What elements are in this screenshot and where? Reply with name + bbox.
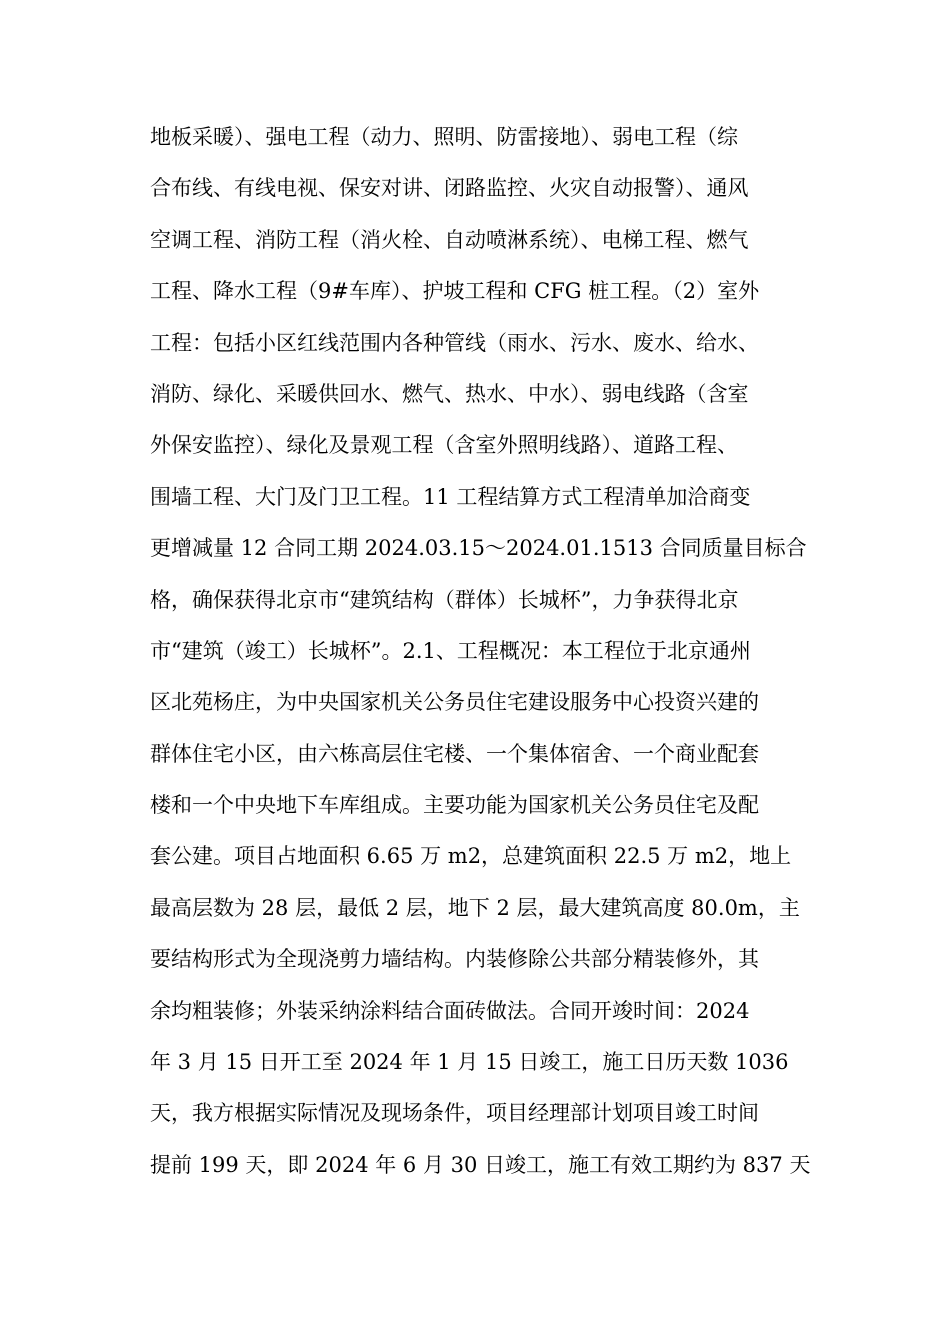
body-text bbox=[150, 112, 810, 1191]
text-line: 天，我方根据实际情况及现场条件，项目经理部计划项目竣工时间 bbox=[150, 1101, 759, 1126]
text-line: 年 3 月 15 日开工至 2024 年 1 月 15 日竣工，施工日历天数 1036 bbox=[150, 1050, 789, 1075]
text-line: 围墙工程、大门及门卫工程。11 工程结算方式工程清单加洽商变 bbox=[150, 484, 751, 509]
text-line: 市“建筑（竣工）长城杯”。2.1、工程概况：本工程位于北京通州 bbox=[150, 638, 751, 663]
text-line: 余均粗装修；外装采纳涂料结合面砖做法。合同开竣时间：2024 bbox=[150, 998, 750, 1023]
text-line: 外保安监控）、绿化及景观工程（含室外照明线路）、道路工程、 bbox=[150, 433, 738, 458]
text-line: 区北苑杨庄，为中央国家机关公务员住宅建设服务中心投资兴建的 bbox=[150, 690, 759, 715]
text-line: 工程、降水工程（9#车库）、护坡工程和 CFG 桩工程。（2）室外 bbox=[150, 279, 760, 304]
text-line: 群体住宅小区，由六栋高层住宅楼、一个集体宿舍、一个商业配套 bbox=[150, 741, 759, 766]
text-line: 格，确保获得北京市“建筑结构（群体）长城杯”，力争获得北京 bbox=[150, 587, 739, 612]
text-line: 地板采暖）、强电工程（动力、照明、防雷接地）、弱电工程（综 bbox=[150, 125, 738, 149]
text-line: 套公建。项目占地面积 6.65 万 m2，总建筑面积 22.5 万 m2，地上 bbox=[150, 844, 792, 869]
text-line: 消防、绿化、采暖供回水、燃气、热水、中水）、弱电线路（含室 bbox=[150, 381, 749, 406]
text-line: 空调工程、消防工程（消火栓、自动喷淋系统）、电梯工程、燃气 bbox=[150, 227, 749, 252]
text-line: 合布线、有线电视、保安对讲、闭路监控、火灾自动报警）、通风 bbox=[150, 176, 749, 201]
text-line: 最高层数为 28 层，最低 2 层，地下 2 层，最大建筑高度 80.0m，主 bbox=[150, 895, 800, 920]
text-line: 工程：包括小区红线范围内各种管线（雨水、污水、废水、给水、 bbox=[150, 330, 759, 355]
text-line: 要结构形式为全现浇剪力墙结构。内装修除公共部分精装修外，其 bbox=[150, 947, 759, 972]
text-line: 楼和一个中央地下车库组成。主要功能为国家机关公务员住宅及配 bbox=[150, 793, 759, 818]
text-line: 更增减量 12 合同工期 2024.03.15～2024.01.1513 合同质量目标合 bbox=[150, 536, 807, 561]
text-line: 提前 199 天，即 2024 年 6 月 30 日竣工，施工有效工期约为 837 天 bbox=[150, 1152, 810, 1177]
